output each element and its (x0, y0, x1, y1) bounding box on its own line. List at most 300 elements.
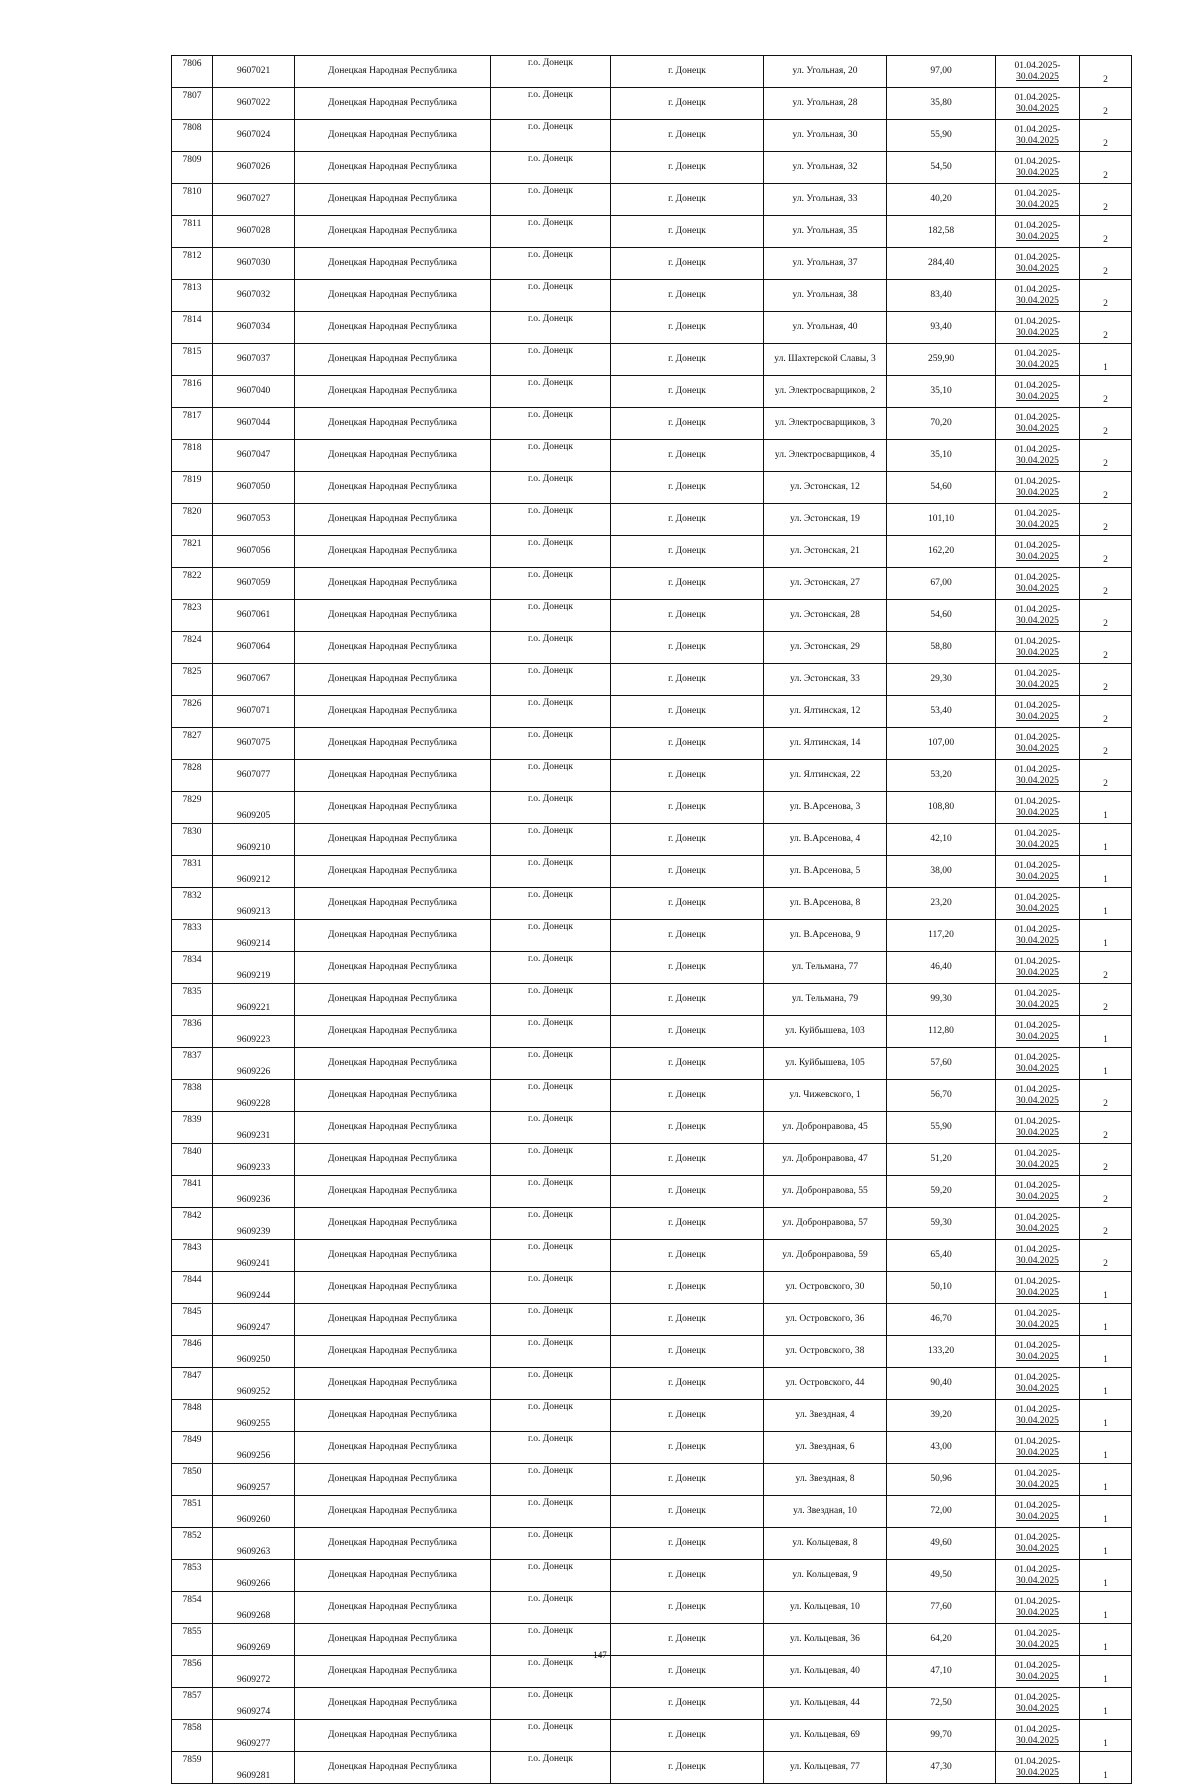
region-cell: Донецкая Народная Республика (295, 1624, 491, 1656)
period-cell (996, 88, 1080, 120)
count-cell: 1 (1080, 1688, 1132, 1720)
area-cell: 23,20 (887, 888, 996, 920)
row-number: 7826 (172, 696, 213, 728)
count-cell: 1 (1080, 792, 1132, 824)
page-number: 147 (593, 1650, 607, 1660)
period-cell (996, 1752, 1080, 1784)
area-cell: 59,20 (887, 1176, 996, 1208)
area-cell: 49,60 (887, 1528, 996, 1560)
street-address-cell: ул. Куйбышева, 103 (764, 1016, 887, 1048)
period-cell (996, 888, 1080, 920)
city-cell: г. Донецк (611, 856, 764, 888)
municipality-cell: г.о. Донецк (491, 216, 611, 248)
municipality-cell: г.о. Донецк (491, 1592, 611, 1624)
count-cell: 1 (1080, 1752, 1132, 1784)
city-cell: г. Донецк (611, 1016, 764, 1048)
region-cell: Донецкая Народная Республика (295, 1368, 491, 1400)
street-address-cell: ул. Эстонская, 28 (764, 600, 887, 632)
period-cell (996, 568, 1080, 600)
object-code: 9609239 (213, 1208, 295, 1240)
period-cell (996, 1048, 1080, 1080)
period-start: 01.04.2025- (1014, 188, 1061, 199)
object-code: 9609231 (213, 1112, 295, 1144)
period-start: 01.04.2025- (1014, 1692, 1061, 1703)
municipality-cell: г.о. Донецк (491, 504, 611, 536)
object-code: 9607030 (213, 248, 295, 280)
period-start: 01.04.2025- (1014, 1116, 1061, 1127)
count-cell: 2 (1080, 1112, 1132, 1144)
row-number: 7824 (172, 632, 213, 664)
region-cell: Донецкая Народная Республика (295, 1496, 491, 1528)
street-address-cell: ул. Добронравова, 45 (764, 1112, 887, 1144)
area-cell: 112,80 (887, 1016, 996, 1048)
period-end: 30.04.2025 (1016, 167, 1059, 178)
period-cell (996, 280, 1080, 312)
street-address-cell: ул. В.Арсенова, 9 (764, 920, 887, 952)
period-cell (996, 1688, 1080, 1720)
period-start: 01.04.2025- (1014, 1436, 1061, 1447)
table-row (172, 1752, 1132, 1784)
area-cell: 53,20 (887, 760, 996, 792)
municipality-cell: г.о. Донецк (491, 184, 611, 216)
row-number: 7836 (172, 1016, 213, 1048)
row-number: 7812 (172, 248, 213, 280)
period-end: 30.04.2025 (1016, 295, 1059, 306)
period-start: 01.04.2025- (1014, 956, 1061, 967)
city-cell: г. Донецк (611, 1048, 764, 1080)
row-number: 7830 (172, 824, 213, 856)
area-cell: 90,40 (887, 1368, 996, 1400)
municipality-cell: г.о. Донецк (491, 1336, 611, 1368)
row-number: 7844 (172, 1272, 213, 1304)
row-number: 7827 (172, 728, 213, 760)
period-start: 01.04.2025- (1014, 700, 1061, 711)
table-row (172, 1176, 1132, 1208)
period-end: 30.04.2025 (1016, 1415, 1059, 1426)
object-code: 9607077 (213, 760, 295, 792)
municipality-cell: г.о. Донецк (491, 920, 611, 952)
period-end: 30.04.2025 (1016, 775, 1059, 786)
object-code: 9609263 (213, 1528, 295, 1560)
count-cell: 2 (1080, 120, 1132, 152)
object-code: 9609219 (213, 952, 295, 984)
street-address-cell: ул. Эстонская, 27 (764, 568, 887, 600)
municipality-cell: г.о. Донецк (491, 1464, 611, 1496)
municipality-cell: г.о. Донецк (491, 536, 611, 568)
period-end: 30.04.2025 (1016, 1575, 1059, 1586)
area-cell: 39,20 (887, 1400, 996, 1432)
period-start: 01.04.2025- (1014, 284, 1061, 295)
table-row (172, 1464, 1132, 1496)
street-address-cell: ул. В.Арсенова, 4 (764, 824, 887, 856)
period-cell (996, 984, 1080, 1016)
period-end: 30.04.2025 (1016, 839, 1059, 850)
period-end: 30.04.2025 (1016, 423, 1059, 434)
period-end: 30.04.2025 (1016, 263, 1059, 274)
city-cell: г. Донецк (611, 920, 764, 952)
row-number: 7838 (172, 1080, 213, 1112)
period-start: 01.04.2025- (1014, 1052, 1061, 1063)
street-address-cell: ул. Кольцевая, 77 (764, 1752, 887, 1784)
city-cell: г. Донецк (611, 1656, 764, 1688)
period-cell (996, 248, 1080, 280)
area-cell: 55,90 (887, 120, 996, 152)
area-cell: 42,10 (887, 824, 996, 856)
period-end: 30.04.2025 (1016, 487, 1059, 498)
row-number: 7820 (172, 504, 213, 536)
period-cell (996, 632, 1080, 664)
period-cell (996, 920, 1080, 952)
row-number: 7846 (172, 1336, 213, 1368)
period-start: 01.04.2025- (1014, 1628, 1061, 1639)
region-cell: Донецкая Народная Республика (295, 1752, 491, 1784)
period-start: 01.04.2025- (1014, 1212, 1061, 1223)
table-row (172, 696, 1132, 728)
street-address-cell: ул. Электросварщиков, 3 (764, 408, 887, 440)
region-cell: Донецкая Народная Республика (295, 952, 491, 984)
count-cell: 2 (1080, 1208, 1132, 1240)
region-cell: Донецкая Народная Республика (295, 1336, 491, 1368)
period-start: 01.04.2025- (1014, 572, 1061, 583)
object-code: 9609277 (213, 1720, 295, 1752)
table-row (172, 1304, 1132, 1336)
period-end: 30.04.2025 (1016, 1735, 1059, 1746)
street-address-cell: ул. В.Арсенова, 8 (764, 888, 887, 920)
period-end: 30.04.2025 (1016, 1767, 1059, 1778)
municipality-cell: г.о. Донецк (491, 248, 611, 280)
period-cell (996, 728, 1080, 760)
municipality-cell: г.о. Донецк (491, 984, 611, 1016)
area-cell: 51,20 (887, 1144, 996, 1176)
city-cell: г. Донецк (611, 56, 764, 88)
period-start: 01.04.2025- (1014, 636, 1061, 647)
period-cell (996, 1528, 1080, 1560)
period-start: 01.04.2025- (1014, 348, 1061, 359)
count-cell: 2 (1080, 248, 1132, 280)
region-cell: Донецкая Народная Республика (295, 312, 491, 344)
period-start: 01.04.2025- (1014, 476, 1061, 487)
municipality-cell: г.о. Донецк (491, 600, 611, 632)
table-row (172, 472, 1132, 504)
city-cell: г. Донецк (611, 472, 764, 504)
city-cell: г. Донецк (611, 1432, 764, 1464)
count-cell: 1 (1080, 1048, 1132, 1080)
count-cell: 2 (1080, 408, 1132, 440)
table-row (172, 56, 1132, 88)
street-address-cell: ул. Угольная, 40 (764, 312, 887, 344)
period-start: 01.04.2025- (1014, 1340, 1061, 1351)
document-table-container (171, 55, 1132, 1784)
municipality-cell: г.о. Донецк (491, 376, 611, 408)
row-number: 7847 (172, 1368, 213, 1400)
row-number: 7807 (172, 88, 213, 120)
table-row (172, 888, 1132, 920)
municipality-cell: г.о. Донецк (491, 1112, 611, 1144)
street-address-cell: ул. Угольная, 32 (764, 152, 887, 184)
row-number: 7855 (172, 1624, 213, 1656)
region-cell: Донецкая Народная Республика (295, 1048, 491, 1080)
street-address-cell: ул. Угольная, 38 (764, 280, 887, 312)
region-cell: Донецкая Народная Республика (295, 632, 491, 664)
object-code: 9607064 (213, 632, 295, 664)
table-row (172, 1144, 1132, 1176)
count-cell: 2 (1080, 472, 1132, 504)
period-end: 30.04.2025 (1016, 583, 1059, 594)
area-cell: 43,00 (887, 1432, 996, 1464)
period-start: 01.04.2025- (1014, 1468, 1061, 1479)
period-cell (996, 1016, 1080, 1048)
object-code: 9607059 (213, 568, 295, 600)
period-end: 30.04.2025 (1016, 1223, 1059, 1234)
street-address-cell: ул. Тельмана, 77 (764, 952, 887, 984)
region-cell: Донецкая Народная Республика (295, 792, 491, 824)
period-cell (996, 1272, 1080, 1304)
street-address-cell: ул. Островского, 38 (764, 1336, 887, 1368)
area-cell: 56,70 (887, 1080, 996, 1112)
area-cell: 117,20 (887, 920, 996, 952)
municipality-cell: г.о. Донецк (491, 856, 611, 888)
object-code: 9609244 (213, 1272, 295, 1304)
period-start: 01.04.2025- (1014, 252, 1061, 263)
period-cell (996, 312, 1080, 344)
count-cell: 1 (1080, 1400, 1132, 1432)
table-row (172, 1592, 1132, 1624)
area-cell: 47,10 (887, 1656, 996, 1688)
municipality-cell: г.о. Донецк (491, 1400, 611, 1432)
municipality-cell: г.о. Донецк (491, 312, 611, 344)
street-address-cell: ул. Звездная, 10 (764, 1496, 887, 1528)
region-cell: Донецкая Народная Республика (295, 1080, 491, 1112)
period-cell (996, 664, 1080, 696)
region-cell: Донецкая Народная Республика (295, 728, 491, 760)
period-start: 01.04.2025- (1014, 892, 1061, 903)
municipality-cell: г.о. Донецк (491, 1560, 611, 1592)
street-address-cell: ул. Эстонская, 29 (764, 632, 887, 664)
period-end: 30.04.2025 (1016, 455, 1059, 466)
period-start: 01.04.2025- (1014, 1372, 1061, 1383)
city-cell: г. Донецк (611, 664, 764, 696)
count-cell: 2 (1080, 312, 1132, 344)
table-row (172, 536, 1132, 568)
table-row (172, 1496, 1132, 1528)
row-number: 7859 (172, 1752, 213, 1784)
period-cell (996, 184, 1080, 216)
period-end: 30.04.2025 (1016, 807, 1059, 818)
count-cell: 2 (1080, 952, 1132, 984)
count-cell: 1 (1080, 1272, 1132, 1304)
object-code: 9607024 (213, 120, 295, 152)
area-cell: 259,90 (887, 344, 996, 376)
street-address-cell: ул. Добронравова, 57 (764, 1208, 887, 1240)
region-cell: Донецкая Народная Республика (295, 56, 491, 88)
period-end: 30.04.2025 (1016, 1095, 1059, 1106)
period-cell (996, 600, 1080, 632)
period-cell (996, 1720, 1080, 1752)
table-row (172, 120, 1132, 152)
row-number: 7856 (172, 1656, 213, 1688)
count-cell: 2 (1080, 536, 1132, 568)
city-cell: г. Донецк (611, 1720, 764, 1752)
period-cell (996, 344, 1080, 376)
city-cell: г. Донецк (611, 344, 764, 376)
period-cell (996, 1144, 1080, 1176)
count-cell: 2 (1080, 1240, 1132, 1272)
street-address-cell: ул. Куйбышева, 105 (764, 1048, 887, 1080)
region-cell: Донецкая Народная Республика (295, 504, 491, 536)
table-row (172, 632, 1132, 664)
city-cell: г. Донецк (611, 1688, 764, 1720)
region-cell: Донецкая Народная Республика (295, 1560, 491, 1592)
street-address-cell: ул. Ялтинская, 12 (764, 696, 887, 728)
table-row (172, 1016, 1132, 1048)
street-address-cell: ул. Звездная, 8 (764, 1464, 887, 1496)
table-row (172, 1528, 1132, 1560)
object-code: 9607061 (213, 600, 295, 632)
period-cell (996, 120, 1080, 152)
city-cell: г. Донецк (611, 1592, 764, 1624)
street-address-cell: ул. Угольная, 35 (764, 216, 887, 248)
period-end: 30.04.2025 (1016, 615, 1059, 626)
municipality-cell: г.о. Донецк (491, 1496, 611, 1528)
city-cell: г. Донецк (611, 1176, 764, 1208)
object-code: 9609281 (213, 1752, 295, 1784)
street-address-cell: ул. Угольная, 20 (764, 56, 887, 88)
region-cell: Донецкая Народная Республика (295, 760, 491, 792)
row-number: 7841 (172, 1176, 213, 1208)
street-address-cell: ул. Кольцевая, 40 (764, 1656, 887, 1688)
count-cell: 2 (1080, 504, 1132, 536)
street-address-cell: ул. Ялтинская, 22 (764, 760, 887, 792)
period-end: 30.04.2025 (1016, 1703, 1059, 1714)
period-cell (996, 792, 1080, 824)
street-address-cell: ул. Чижевского, 1 (764, 1080, 887, 1112)
municipality-cell: г.о. Донецк (491, 280, 611, 312)
count-cell: 1 (1080, 856, 1132, 888)
municipality-cell: г.о. Донецк (491, 888, 611, 920)
row-number: 7813 (172, 280, 213, 312)
period-end: 30.04.2025 (1016, 743, 1059, 754)
period-start: 01.04.2025- (1014, 604, 1061, 615)
object-code: 9607026 (213, 152, 295, 184)
object-code: 9607040 (213, 376, 295, 408)
object-code: 9609250 (213, 1336, 295, 1368)
city-cell: г. Донецк (611, 1400, 764, 1432)
row-number: 7814 (172, 312, 213, 344)
table-row (172, 792, 1132, 824)
municipality-cell: г.о. Донецк (491, 792, 611, 824)
area-cell: 46,70 (887, 1304, 996, 1336)
period-cell (996, 1400, 1080, 1432)
street-address-cell: ул. Угольная, 37 (764, 248, 887, 280)
street-address-cell: ул. Добронравова, 47 (764, 1144, 887, 1176)
period-start: 01.04.2025- (1014, 1148, 1061, 1159)
period-end: 30.04.2025 (1016, 71, 1059, 82)
municipality-cell: г.о. Донецк (491, 1176, 611, 1208)
table-row (172, 504, 1132, 536)
object-code: 9607050 (213, 472, 295, 504)
street-address-cell: ул. Кольцевая, 44 (764, 1688, 887, 1720)
municipality-cell: г.о. Донецк (491, 1432, 611, 1464)
municipality-cell: г.о. Донецк (491, 632, 611, 664)
period-end: 30.04.2025 (1016, 647, 1059, 658)
count-cell: 2 (1080, 696, 1132, 728)
row-number: 7848 (172, 1400, 213, 1432)
region-cell: Донецкая Народная Республика (295, 568, 491, 600)
city-cell: г. Донецк (611, 248, 764, 280)
region-cell: Донецкая Народная Республика (295, 600, 491, 632)
object-code: 9607056 (213, 536, 295, 568)
count-cell: 2 (1080, 1176, 1132, 1208)
period-end: 30.04.2025 (1016, 1255, 1059, 1266)
period-cell (996, 1560, 1080, 1592)
count-cell: 1 (1080, 1560, 1132, 1592)
street-address-cell: ул. Звездная, 6 (764, 1432, 887, 1464)
count-cell: 2 (1080, 1144, 1132, 1176)
street-address-cell: ул. Кольцевая, 69 (764, 1720, 887, 1752)
period-end: 30.04.2025 (1016, 519, 1059, 530)
period-cell (996, 824, 1080, 856)
city-cell: г. Донецк (611, 1112, 764, 1144)
row-number: 7854 (172, 1592, 213, 1624)
street-address-cell: ул. Угольная, 30 (764, 120, 887, 152)
city-cell: г. Донецк (611, 952, 764, 984)
count-cell: 2 (1080, 376, 1132, 408)
count-cell: 2 (1080, 984, 1132, 1016)
object-code: 9609269 (213, 1624, 295, 1656)
region-cell: Донецкая Народная Республика (295, 1144, 491, 1176)
count-cell: 1 (1080, 1432, 1132, 1464)
row-number: 7852 (172, 1528, 213, 1560)
object-code: 9607037 (213, 344, 295, 376)
period-start: 01.04.2025- (1014, 124, 1061, 135)
area-cell: 93,40 (887, 312, 996, 344)
municipality-cell: г.о. Донецк (491, 1080, 611, 1112)
count-cell: 2 (1080, 184, 1132, 216)
count-cell: 2 (1080, 88, 1132, 120)
object-code: 9609212 (213, 856, 295, 888)
period-cell (996, 504, 1080, 536)
period-cell (996, 1592, 1080, 1624)
row-number: 7831 (172, 856, 213, 888)
city-cell: г. Донецк (611, 1496, 764, 1528)
period-cell (996, 760, 1080, 792)
period-cell (996, 440, 1080, 472)
city-cell: г. Донецк (611, 312, 764, 344)
city-cell: г. Донецк (611, 1528, 764, 1560)
row-number: 7850 (172, 1464, 213, 1496)
municipality-cell: г.о. Донецк (491, 568, 611, 600)
period-start: 01.04.2025- (1014, 1532, 1061, 1543)
area-cell: 59,30 (887, 1208, 996, 1240)
street-address-cell: ул. Звездная, 4 (764, 1400, 887, 1432)
row-number: 7839 (172, 1112, 213, 1144)
city-cell: г. Донецк (611, 408, 764, 440)
row-number: 7808 (172, 120, 213, 152)
period-end: 30.04.2025 (1016, 1351, 1059, 1362)
street-address-cell: ул. В.Арсенова, 5 (764, 856, 887, 888)
region-cell: Донецкая Народная Республика (295, 920, 491, 952)
row-number: 7851 (172, 1496, 213, 1528)
period-cell (996, 696, 1080, 728)
region-cell: Донецкая Народная Республика (295, 984, 491, 1016)
table-row (172, 984, 1132, 1016)
municipality-cell: г.о. Донецк (491, 728, 611, 760)
period-end: 30.04.2025 (1016, 1031, 1059, 1042)
municipality-cell: г.о. Донецк (491, 440, 611, 472)
object-code: 9609266 (213, 1560, 295, 1592)
period-cell (996, 1304, 1080, 1336)
count-cell: 1 (1080, 888, 1132, 920)
